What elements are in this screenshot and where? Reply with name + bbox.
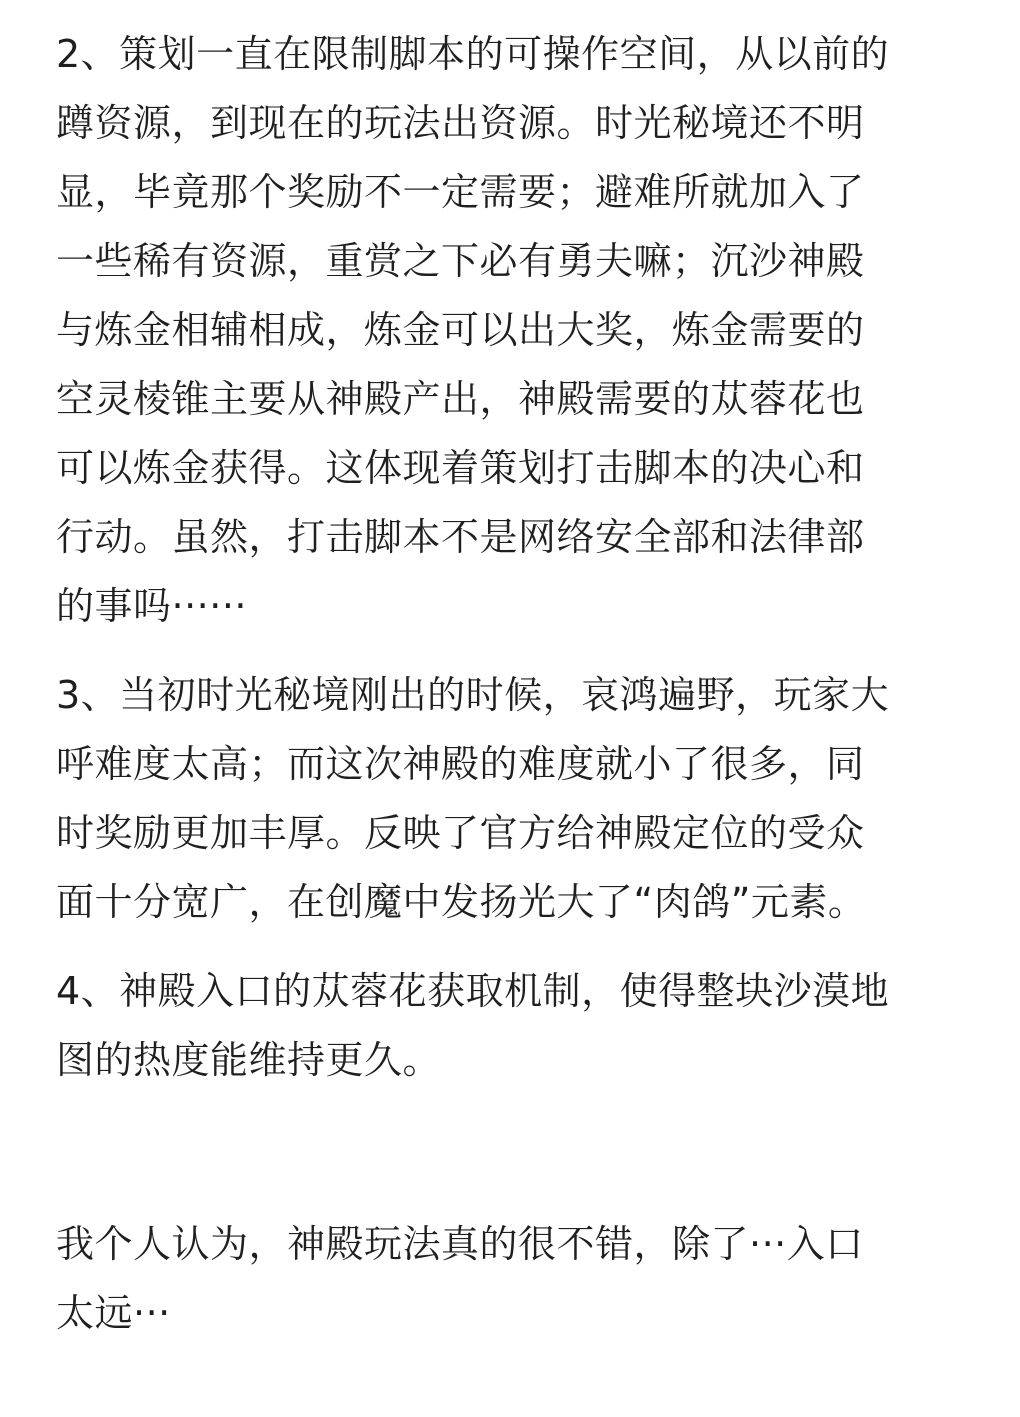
paragraph-point-2: 2、策划一直在限制脚本的可操作空间，从以前的 蹲资源，到现在的玩法出资源。时光秘境还不明 显，毕竟那个奖励不一定需要；避难所就加入了 一些稀有资源，重赏之下必有勇夫嘛；沉沙神殿 与炼金相辅相成，炼金可以出大奖，炼金需要的 空灵棱锥主要从神殿产出，神殿需要的苁蓉花也 可以炼金获得。这体现着策划打击脚本的决心和 行动。虽然，打击脚本不是网络安全部和法律部 的事吗······	[56, 32, 890, 628]
paragraph-point-3: 3、当初时光秘境刚出的时候，哀鸿遍野，玩家大 呼难度太高；而这次神殿的难度就小了很多，同 时奖励更加丰厚。反映了官方给神殿定位的受众 面十分宽广，在创魔中发扬光大了“肉鸽”元素。	[56, 673, 890, 924]
article-body	[56, 20, 956, 1368]
paragraph-point-4: 4、神殿入口的苁蓉花获取机制，使得整块沙漠地 图的热度能维持更久。	[56, 969, 890, 1082]
paragraph-conclusion: 我个人认为，神殿玩法真的很不错，除了···入口 太远···	[56, 1222, 864, 1335]
paragraph-spacer	[56, 1115, 956, 1210]
